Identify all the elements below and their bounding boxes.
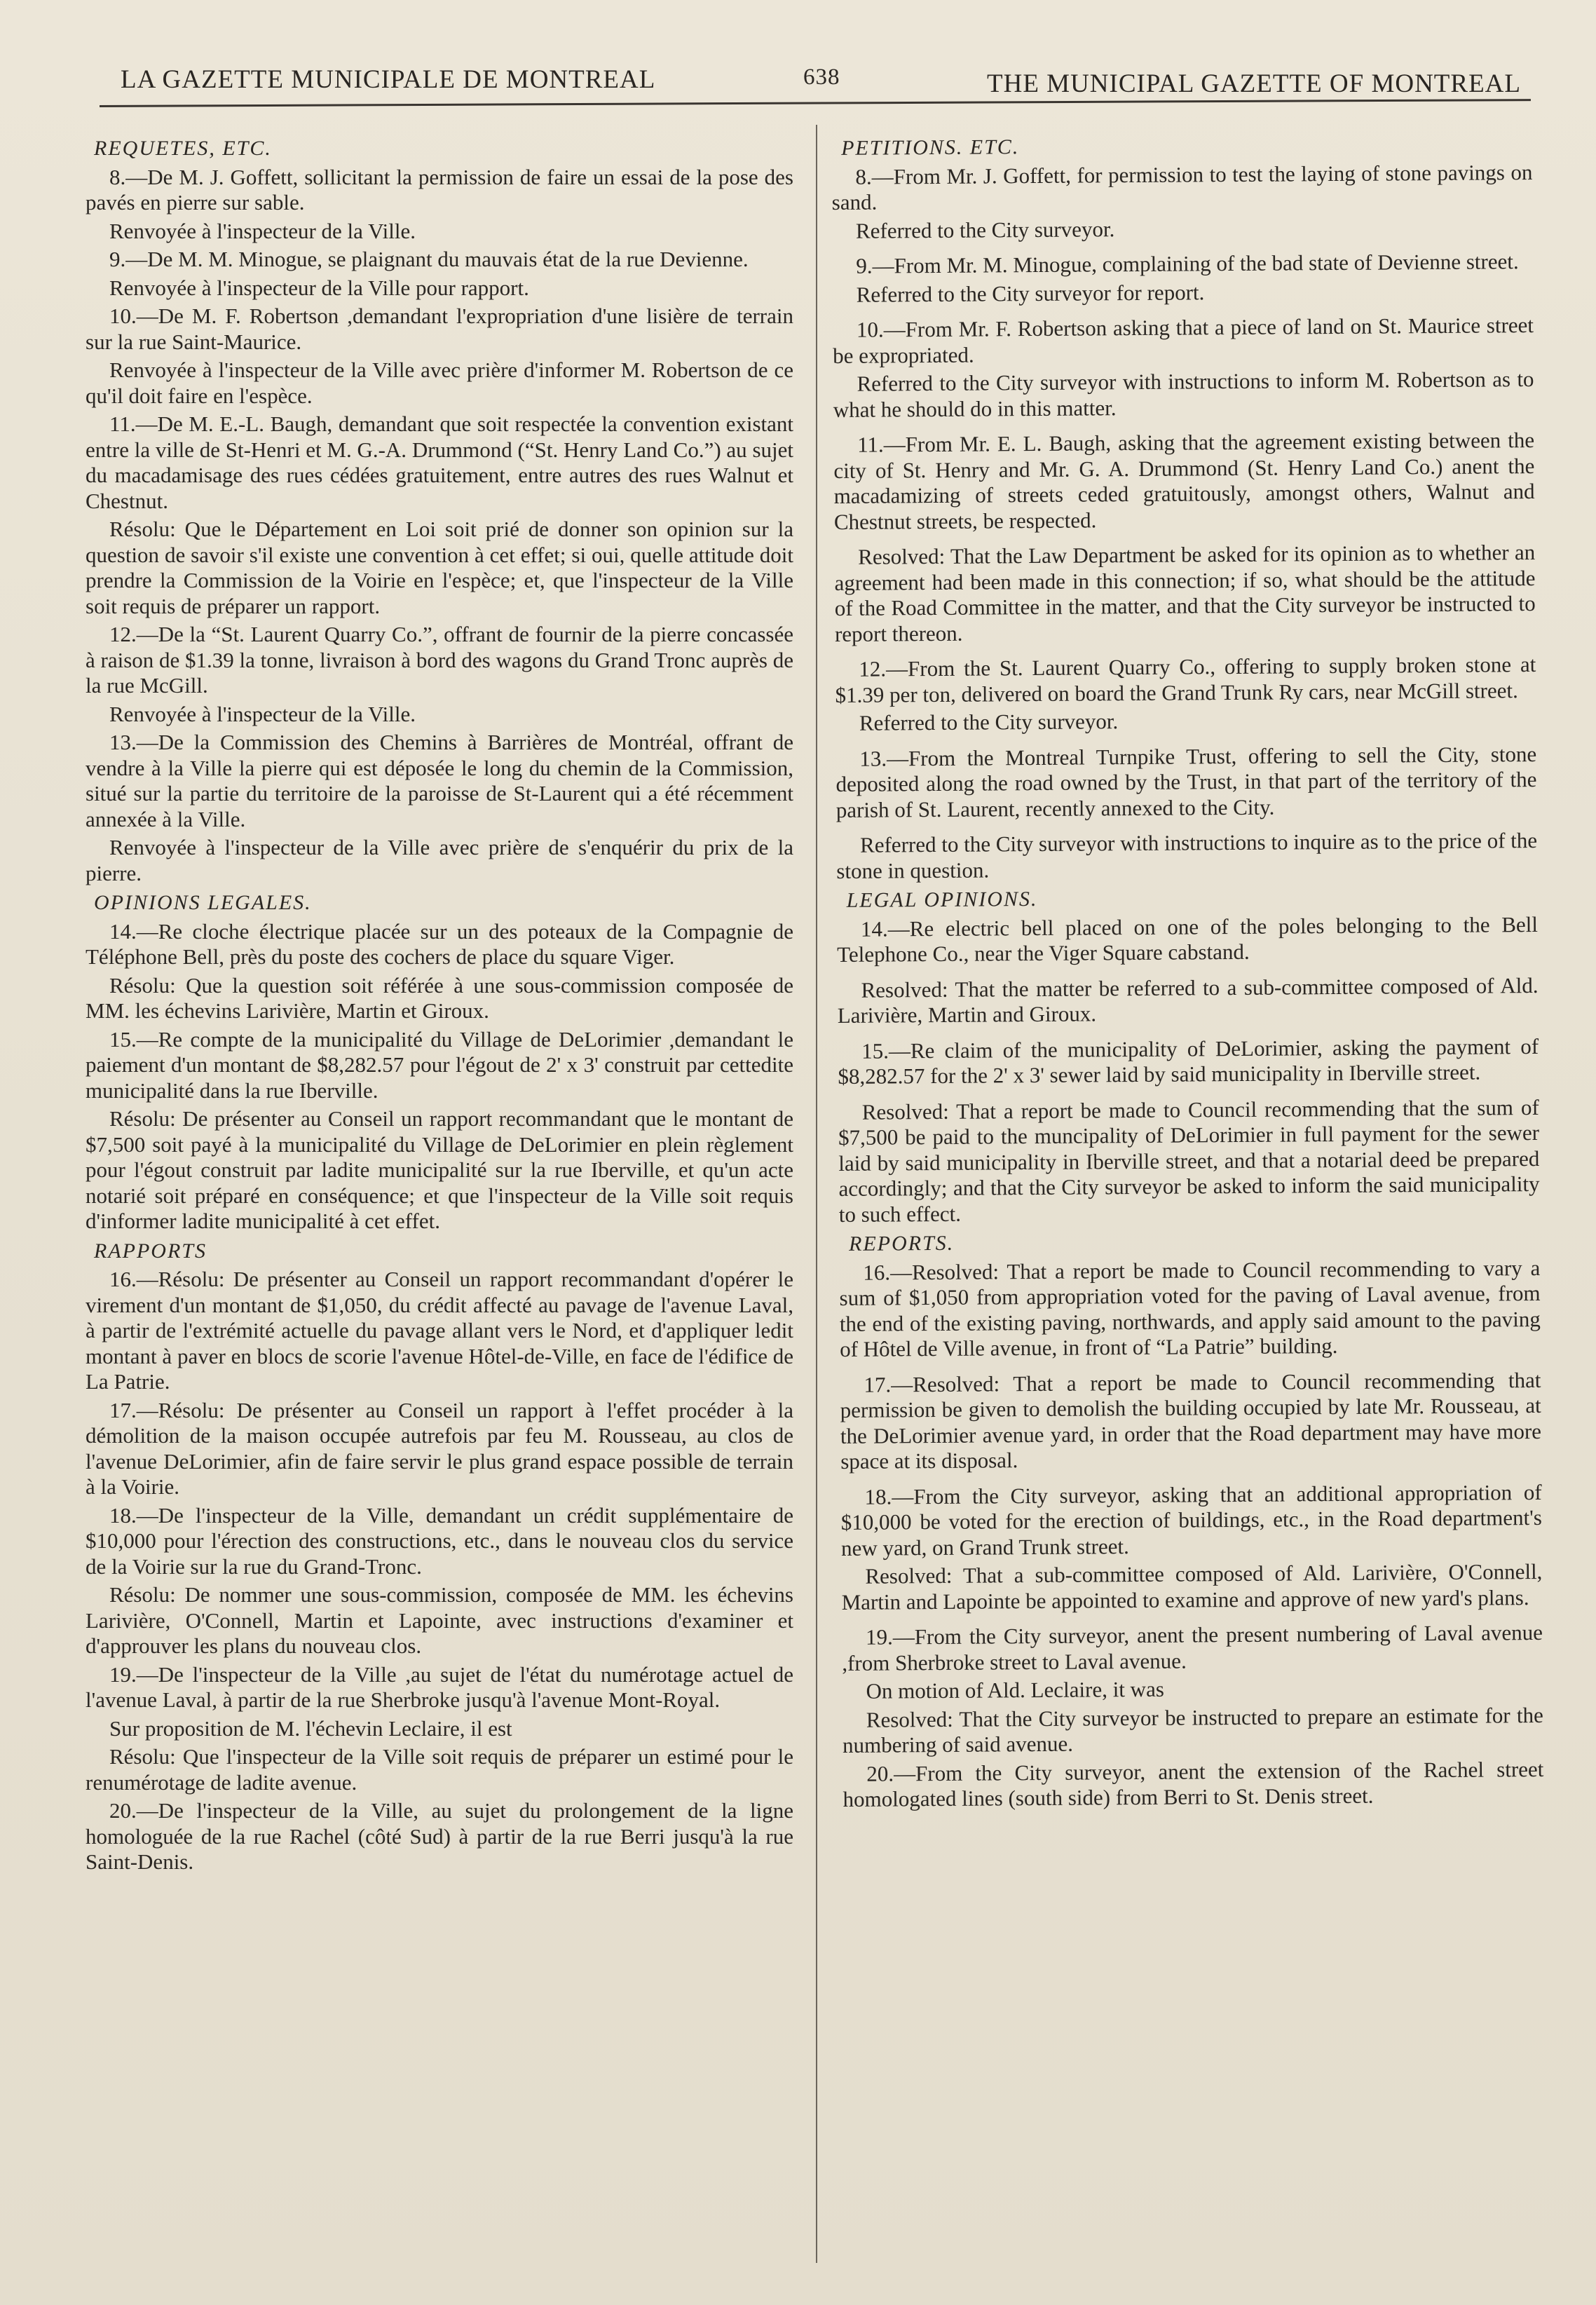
paragraph: Renvoyée à l'inspecteur de la Ville avec prière de s'enquérir du prix de la pierre. bbox=[86, 835, 793, 885]
paragraph: Résolu: De présenter au Conseil un rapport recommandant que le montant de $7,500 soit payé à la municipalité du Village de DeLorimier en plein règlement pour l'égout construit par ladite municipalité sur la rue Iberville, et qu'un acte notarié soit préparé en conséquence; et que l'inspecteur de la Ville soit requis d'informer ladite municipalité à cet effet. bbox=[86, 1106, 793, 1233]
section-heading-rapports: RAPPORTS bbox=[94, 1239, 207, 1263]
page-number: 638 bbox=[803, 64, 840, 90]
paragraph: Referred to the City surveyor. bbox=[859, 709, 1119, 735]
paragraph: Resolved: That the City surveyor be instructed to prepare an estimate for the numbering of said avenue. bbox=[842, 1702, 1543, 1757]
section-heading-requetes: REQUETES, ETC. bbox=[94, 137, 272, 160]
header-french-title: LA GAZETTE MUNICIPALE DE MONTREAL bbox=[121, 65, 656, 94]
paragraph: Renvoyée à l'inspecteur de la Ville pour rapport. bbox=[109, 275, 529, 300]
english-column bbox=[831, 127, 1544, 1815]
paragraph: Referred to the City surveyor with instructions to inquire as to the price of the stone in question. bbox=[836, 827, 1538, 883]
paragraph: 19.—From the City surveyor, anent the present numbering of Laval avenue ,from Sherbroke street to Laval avenue. bbox=[842, 1619, 1543, 1675]
paragraph: Resolved: That a report be made to Council recommending that the sum of $7,500 be paid to the muncipality of DeLorimier in full payment for the sewer laid by said municipality in Iberville street, and that a notarial deed be prepared accordingly; and that the City surveyor be asked to inform the said municipality to such effect. bbox=[838, 1094, 1540, 1227]
paragraph: Resolved: That the Law Department be asked for its opinion as to whether an agreement had been made in this connection; if so, what should be the attitude of the Road Committee in the matter, and that the City surveyor be instructed to report thereon. bbox=[834, 540, 1536, 646]
paragraph: 10.—From Mr. F. Robertson asking that a piece of land on St. Maurice street be expropriated. bbox=[833, 313, 1534, 368]
paragraph: 17.—Résolu: De présenter au Conseil un rapport à l'effet procéder à la démolition de la maison occupée autrefois par feu M. Rousseau, au clos de l'avenue DeLorimier, afin de faire servir le plus grand espace possible de terrain à la Voirie. bbox=[86, 1397, 793, 1499]
paragraph: Renvoyée à l'inspecteur de la Ville avec prière d'informer M. Robertson de ce qu'il doit faire en l'espèce. bbox=[86, 358, 793, 408]
paragraph: Résolu: Que l'inspecteur de la Ville soit requis de préparer un estimé pour le renumérotage de ladite avenue. bbox=[86, 1744, 793, 1795]
paragraph: Referred to the City surveyor with instructions to inform M. Robertson as to what he should do in this matter. bbox=[833, 367, 1534, 422]
paragraph: 18.—De l'inspecteur de la Ville, demandant un crédit supplémentaire de $10,000 pour l'érection des constructions, etc., dans le nouveau clos du service de la Voirie sur la rue du Grand-Tronc. bbox=[86, 1502, 793, 1579]
paragraph: 8.—From Mr. J. Goffett, for permission to test the laying of stone pavings on sand. bbox=[831, 159, 1533, 215]
paragraph: Referred to the City surveyor for report. bbox=[856, 279, 1205, 307]
paragraph: 13.—From the Montreal Turnpike Trust, offering to sell the City, stone deposited along the road owned by the Trust, in that part of the territory of the parish of St. Laurent, recently annexed to the City. bbox=[835, 741, 1537, 822]
paragraph: Résolu: Que le Département en Loi soit prié de donner son opinion sur la question de savoir s'il existe une convention à cet effet; si oui, quelle attitude doit prendre la Commission de la Voirie en l'espèce; et, que l'inspecteur de la Ville soit requis de préparer un rapport. bbox=[86, 517, 793, 618]
paragraph: On motion of Ald. Leclaire, it was bbox=[866, 1676, 1164, 1704]
section-heading-petitions: PETITIONS. ETC. bbox=[841, 135, 1020, 160]
paragraph: 12.—From the St. Laurent Quarry Co., offering to supply broken stone at $1.39 per ton, delivered on board the Grand Trunk Ry cars, near McGill street. bbox=[835, 652, 1536, 707]
paragraph: 10.—De M. F. Robertson ,demandant l'expropriation d'une lisière de terrain sur la rue Saint-Maurice. bbox=[86, 304, 793, 354]
paragraph: 15.—Re claim of the municipality of DeLorimier, asking the payment of $8,282.57 for the 2' x 3' sewer laid by said municipality in Iberville street. bbox=[838, 1033, 1539, 1089]
paragraph: 12.—De la “St. Laurent Quarry Co.”, offrant de fournir de la pierre concassée à raison de $1.39 la tonne, livraison à bord des wagons du Grand Tronc auprès de la rue McGill. bbox=[86, 622, 793, 698]
paragraph: Résolu: De nommer une sous-commission, composée de MM. les échevins Larivière, O'Connell, Martin et Lapointe, avec instructions d'examiner et d'approuver les plans du nouveau clos. bbox=[86, 1582, 793, 1658]
paragraph: Referred to the City surveyor. bbox=[855, 216, 1115, 243]
paragraph: 14.—Re electric bell placed on one of the poles belonging to the Bell Telephone Co., near the Viger Square cabstand. bbox=[837, 911, 1539, 967]
section-heading-reports: REPORTS. bbox=[848, 1231, 955, 1256]
paragraph: Résolu: Que la question soit référée à une sous-commission composée de MM. les échevins Larivière, Martin et Giroux. bbox=[86, 972, 793, 1023]
column-divider bbox=[816, 125, 817, 2263]
section-heading-legal-opinions: LEGAL OPINIONS. bbox=[846, 887, 1038, 912]
paragraph: Renvoyée à l'inspecteur de la Ville. bbox=[109, 218, 416, 243]
paragraph: 9.—From Mr. M. Minogue, complaining of the bad state of Devienne street. bbox=[856, 249, 1519, 278]
paragraph: 17.—Resolved: That a report be made to Council recommending that permission be given to demolish the building occupied by late Mr. Rousseau, at the DeLorimier avenue yard, in order that the Road department may have more space at its disposal. bbox=[840, 1367, 1542, 1474]
paragraph: 20.—From the City surveyor, anent the extension of the Rachel street homologated lines (south side) from Berri to St. Denis street. bbox=[843, 1756, 1544, 1811]
paragraph: 19.—De l'inspecteur de la Ville ,au sujet de l'état du numérotage actuel de l'avenue Laval, à partir de la rue Sherbroke jusqu'à l'avenue Mont-Royal. bbox=[86, 1661, 793, 1712]
paragraph: 9.—De M. M. Minogue, se plaignant du mauvais état de la rue Devienne. bbox=[109, 247, 749, 271]
paragraph: 8.—De M. J. Goffett, sollicitant la permission de faire un essai de la pose des pavés en pierre sur sable. bbox=[86, 164, 793, 215]
french-column bbox=[86, 132, 793, 1878]
paragraph: Renvoyée à l'inspecteur de la Ville. bbox=[109, 701, 416, 726]
paragraph: 14.—Re cloche électrique placée sur un des poteaux de la Compagnie de Téléphone Bell, près du poste des cochers de place du square Viger. bbox=[86, 918, 793, 969]
paragraph: 16.—Résolu: De présenter au Conseil un rapport recommandant d'opérer le virement d'un montant de $1,050, du crédit affecté au pavage de l'avenue Laval, à partir de l'extrémité actuelle du pavage allant vers le Nord, et d'appliquer ledit montant à paver en blocs de scorie l'avenue Hôtel-de-Ville, en face de l'édifice de La Patrie. bbox=[86, 1267, 793, 1394]
paragraph: 20.—De l'inspecteur de la Ville, au sujet du prolongement de la ligne homologuée de la rue Rachel (côté Sud) à partir de la rue Berri jusqu'à la rue Saint-Denis. bbox=[86, 1798, 793, 1874]
paragraph: 18.—From the City surveyor, asking that an additional appropriation of $10,000 be voted for the erection of buildings, etc., in the Road department's new yard, on Grand Trunk street. bbox=[840, 1479, 1542, 1561]
paragraph: 15.—Re compte de la municipalité du Village de DeLorimier ,demandant le paiement d'un montant de $8,282.57 pour l'égout de 2' x 3' construit par cettedite municipalité dans la rue Iberville. bbox=[86, 1026, 793, 1103]
paragraph: 16.—Resolved: That a report be made to Council recommending to vary a sum of $1,050 from appropriation voted for the paving of Laval avenue, from the end of the existing paving, northwards, and apply said amount to the paving of Hôtel de Ville avenue, in front of “La Patrie” building. bbox=[839, 1255, 1541, 1361]
paragraph: Resolved: That the matter be referred to a sub-committee composed of Ald. Larivière, Martin and Giroux. bbox=[837, 972, 1539, 1028]
paragraph: Resolved: That a sub-committee composed of Ald. Larivière, O'Connell, Martin and Lapointe be appointed to examine and approve of new yard's plans. bbox=[841, 1558, 1543, 1614]
paragraph: 11.—From Mr. E. L. Baugh, asking that the agreement existing between the city of St. Henry and Mr. G. A. Drummond (St. Henry Land Co.) anent the macadamizing of streets ceded gratuitously, amongst others, Walnut and Chestnut streets, be respected. bbox=[833, 428, 1535, 534]
paragraph: 11.—De M. E.-L. Baugh, demandant que soit respectée la convention existant entre la ville de St-Henri et M. G.-A. Drummond (“St. Henry Land Co.”) au sujet du macadamisage des rues cédées gratuitement, entre autres des rues Walnut et Chestnut. bbox=[86, 412, 793, 513]
section-heading-opinions: OPINIONS LEGALES. bbox=[94, 891, 312, 914]
paragraph: Sur proposition de M. l'échevin Leclaire, il est bbox=[109, 1715, 512, 1741]
paragraph: 13.—De la Commission des Chemins à Barrières de Montréal, offrant de vendre à la Ville la pierre qui est déposée le long du chemin de la Commission, situé sur la partie du territoire de la paroisse de St-Laurent qui a été récemment annexée à la Ville. bbox=[86, 730, 793, 831]
header-english-title: THE MUNICIPAL GAZETTE OF MONTREAL bbox=[987, 69, 1521, 98]
